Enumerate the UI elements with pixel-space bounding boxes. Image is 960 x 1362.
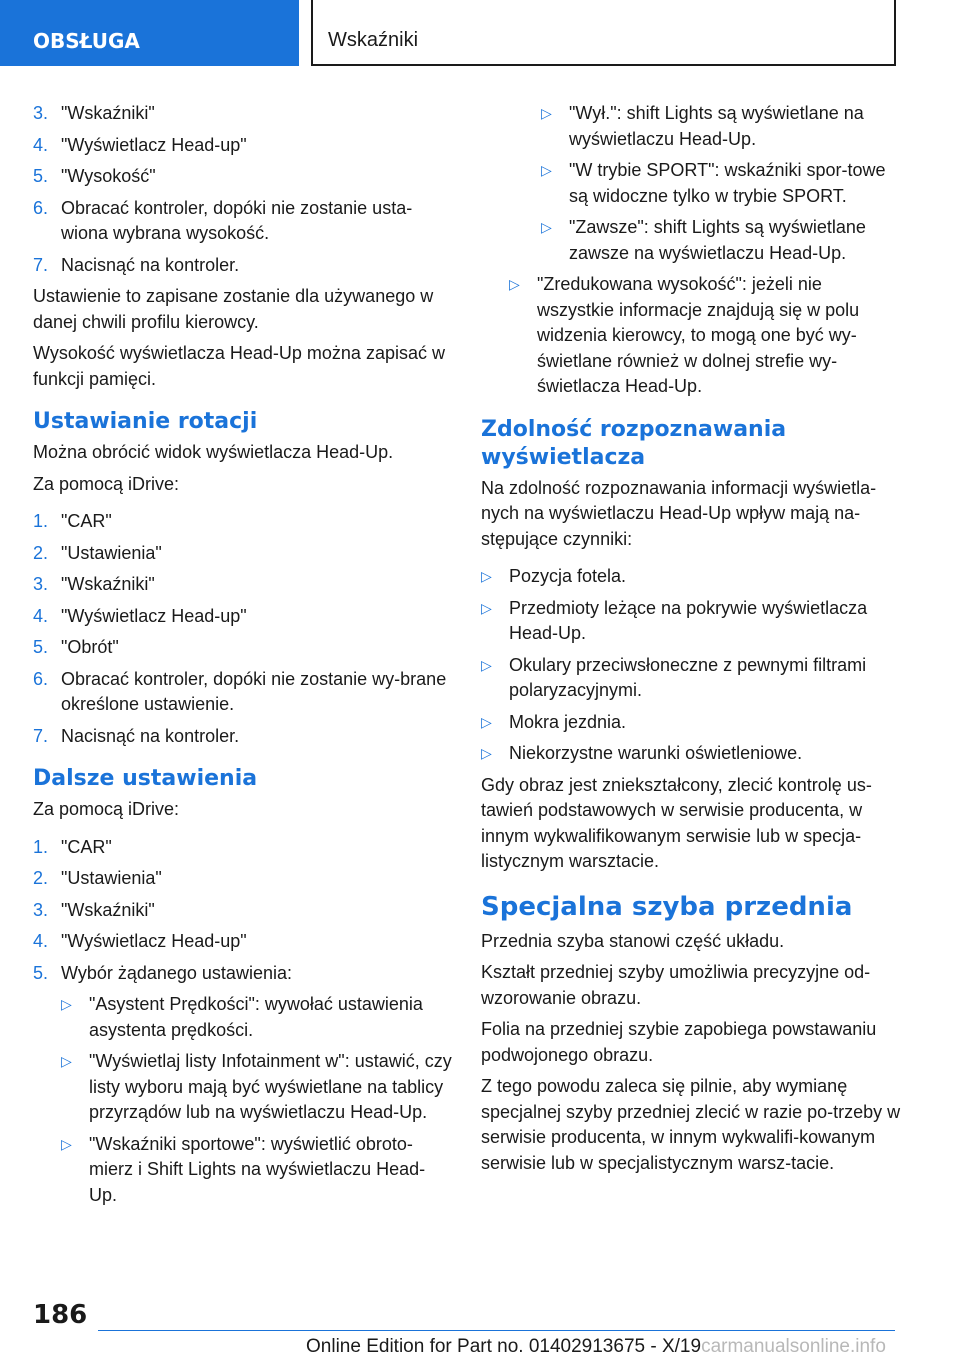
bullet-item: ▷ "Wyświetlaj listy Infotainment w": ustawić, czy listy wyboru mają być wyświetlane na tablicy przyrządów lub na wyświetlaczu Head-Up. [61,1051,452,1122]
triangle-bullet-icon: ▷ [481,599,492,616]
paragraph: Gdy obraz jest zniekształcony, zlecić kontrolę us-tawień podstawowych w serwisie producenta, w innym wykwalifikowanym serwisie lub w specja-listycznym warsztacie. [481,774,872,871]
paragraph: Z tego powodu zaleca się pilnie, aby wymianę specjalnej szyby przedniej zlecić w razie po-trzeby w serwisie producenta, w innym wykwalifi-kowanym serwisie lub w specjalistycznym warsz-tacie. [481,1076,901,1173]
triangle-bullet-icon: ▷ [541,162,552,178]
bullet-item: ▷ "Wskaźniki sportowe": wyświetlić obroto-mierz i Shift Lights na wyświetlaczu Head-Up. [61,1133,426,1205]
list-item: 1. "CAR" [33,511,112,531]
footer-divider [98,1330,895,1331]
watermark-text: carmanualsonline.info [701,1336,886,1357]
list-item: 5. "Wysokość" [33,166,156,186]
triangle-bullet-icon: ▷ [481,713,492,730]
heading-more-settings: Dalsze ustawienia [33,766,258,791]
bullet-item: ▷ Mokra jezdnia. [481,710,901,736]
list-item: 5. "Obrót" [33,637,119,657]
paragraph: Kształt przedniej szyby umożliwia precyzyjne od-wzorowanie obrazu. [481,962,871,1008]
triangle-bullet-icon: ▷ [541,219,552,235]
list-item: 6. Obracać kontroler, dopóki nie zostanie wy-brane określone ustawienie. [33,668,447,714]
list-item: 4. "Wyświetlacz Head-up" [33,605,247,626]
list-item: 1. "CAR" [33,836,112,857]
bullet-item: ▷ "W trybie SPORT": wskaźniki spor-towe są widoczne tylko w trybie SPORT. [541,160,886,206]
edition-text: Online Edition for Part no. 01402913675 - X/19 [306,1336,702,1357]
list-item: 3. "Wskaźniki" [33,103,155,123]
list-item: 6. Obracać kontroler, dopóki nie zostanie usta-wiona wybrana wysokość. [33,197,413,243]
list-item: 7. Nacisnąć na kontroler. [33,254,240,275]
paragraph: Przednia szyba stanowi część układu. [481,930,785,951]
list-item: 2. "Ustawienia" [33,868,162,888]
list-item: 4. "Wyświetlacz Head-up" [33,931,247,951]
heading-visibility: Zdolność rozpoznawania wyświetlacza [481,416,787,470]
triangle-bullet-icon: ▷ [61,1135,72,1152]
left-column [33,101,453,1214]
bullet-item: ▷ Okulary przeciwsłoneczne z pewnymi filtrami polaryzacyjnymi. [481,654,867,700]
paragraph: Ustawienie to zapisane zostanie dla używanego w danej chwili profilu kierowcy. [33,286,434,332]
bullet-item: ▷ "Zredukowana wysokość": jeżeli nie wszystkie informacje znajdują się w polu widzenia kierowcy, to mogą one być wy-świetlane również w dolnej strefie wy-świetlacza Head-Up. [509,274,860,396]
paragraph: Za pomocą iDrive: [33,799,180,819]
right-column [481,101,901,1182]
paragraph: Za pomocą iDrive: [33,473,180,494]
bullet-item: ▷ "Wył.": shift Lights są wyświetlane na wyświetlaczu Head-Up. [541,103,864,149]
triangle-bullet-icon: ▷ [61,1053,72,1069]
list-item: 4. "Wyświetlacz Head-up" [33,134,247,155]
paragraph: Wysokość wyświetlacza Head-Up można zapisać w funkcji pamięci. [33,343,445,389]
heading-rotation: Ustawianie rotacji [33,409,258,434]
list-item: 5. Wybór żądanego ustawienia: [33,962,292,983]
section-tab: OBSŁUGA [0,0,299,66]
heading-windscreen: Specjalna szyba przednia [481,891,853,922]
bullet-item: ▷ Niekorzystne warunki oświetleniowe. [481,741,901,767]
bullet-item: ▷ Przedmioty leżące na pokrywie wyświetlacza Head-Up. [481,597,868,643]
triangle-bullet-icon: ▷ [481,745,492,761]
list-item: 7. Nacisnąć na kontroler. [33,725,240,746]
list-item: 3. "Wskaźniki" [33,574,155,594]
page-header-title: Wskaźniki [311,0,896,66]
list-item: 3. "Wskaźniki" [33,899,155,920]
triangle-bullet-icon: ▷ [481,568,492,584]
footer-edition [306,1336,886,1358]
triangle-bullet-icon: ▷ [61,996,72,1012]
triangle-bullet-icon: ▷ [541,105,552,121]
bullet-item: ▷ "Asystent Prędkości": wywołać ustawienia asystenta prędkości. [61,994,423,1040]
paragraph: Można obrócić widok wyświetlacza Head-Up. [33,442,394,462]
bullet-item: ▷ "Zawsze": shift Lights są wyświetlane zawsze na wyświetlaczu Head-Up. [541,217,866,263]
triangle-bullet-icon: ▷ [509,276,520,292]
triangle-bullet-icon: ▷ [481,656,492,673]
list-item: 2. "Ustawienia" [33,542,162,563]
page-number: 186 [33,1300,88,1330]
paragraph: Folia na przedniej szybie zapobiega powstawaniu podwojonego obrazu. [481,1019,877,1065]
bullet-item: ▷ Pozycja fotela. [481,564,901,590]
paragraph: Na zdolność rozpoznawania informacji wyświetla-nych na wyświetlaczu Head-Up wpływ mają na-stępujące czynniki: [481,477,877,549]
